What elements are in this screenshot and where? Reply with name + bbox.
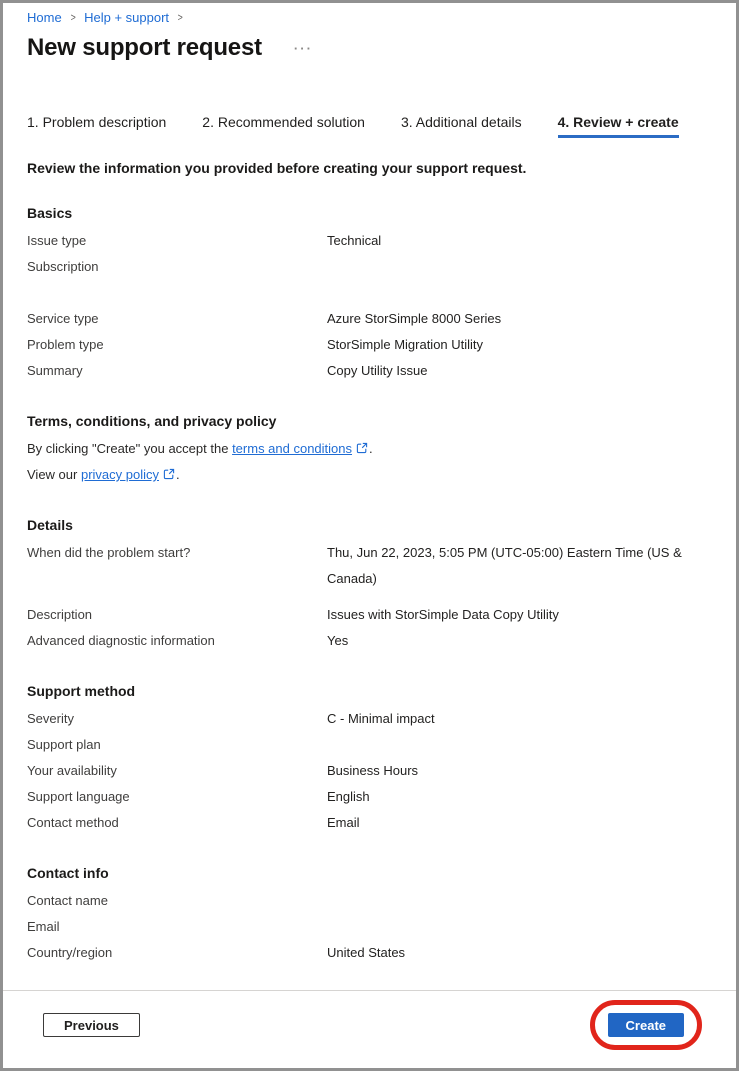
field-row-your-availability <box>27 758 712 784</box>
field-row-subscription <box>27 254 712 280</box>
field-value: Thu, Jun 22, 2023, 5:05 PM (UTC-05:00) Eastern Time (US & Canada) <box>327 545 682 586</box>
footer-bar <box>3 990 736 1068</box>
field-label: Contact method <box>27 815 119 830</box>
section-title-details: Details <box>27 517 73 533</box>
breadcrumb-link-home[interactable]: Home <box>27 10 62 25</box>
field-value: Technical <box>327 233 382 248</box>
field-label: Support language <box>27 789 130 804</box>
terms-paragraph: By clicking "Create" you accept the terms and conditions . <box>27 441 373 456</box>
wizard-tabs <box>27 114 712 138</box>
external-link-icon <box>163 468 175 480</box>
review-instruction: Review the information you provided before creating your support request. <box>27 160 527 176</box>
field-row-severity <box>27 706 712 732</box>
field-row-contact-name <box>27 888 712 914</box>
field-row-contact-method <box>27 810 712 836</box>
field-value: Copy Utility Issue <box>327 363 428 378</box>
field-value: StorSimple Migration Utility <box>327 337 484 352</box>
field-label: Support plan <box>27 737 101 752</box>
field-label: Your availability <box>27 763 117 778</box>
review-sections <box>27 205 712 966</box>
page-title: New support request <box>27 34 262 61</box>
field-label: Description <box>27 607 93 622</box>
field-value: C - Minimal impact <box>327 711 435 726</box>
tab-3-additional-details[interactable]: 3. Additional details <box>400 114 522 130</box>
field-row-email <box>27 914 712 940</box>
field-label: Email <box>27 919 60 934</box>
breadcrumb-chevron-icon: > <box>70 11 76 24</box>
field-label: Service type <box>27 311 99 326</box>
previous-button[interactable]: Previous <box>43 1013 140 1037</box>
breadcrumb-chevron-icon: > <box>177 11 183 24</box>
field-label: Problem type <box>27 337 104 352</box>
tab-2-recommended-solution[interactable]: 2. Recommended solution <box>202 114 365 130</box>
terms-and-conditions-link[interactable]: terms and conditions <box>232 441 353 456</box>
field-row-country-region <box>27 940 712 966</box>
field-value: United States <box>327 945 406 960</box>
field-row-summary <box>27 358 712 384</box>
field-value: Business Hours <box>327 763 419 778</box>
field-row-description <box>27 602 712 628</box>
field-label: Advanced diagnostic information <box>27 633 215 648</box>
page-content <box>3 3 736 990</box>
field-label: Country/region <box>27 945 113 960</box>
section-title-contact-info: Contact info <box>27 865 109 881</box>
field-value: Issues with StorSimple Data Copy Utility <box>327 607 559 622</box>
field-value: English <box>327 789 370 804</box>
breadcrumb-link-help-support[interactable]: Help + support <box>84 10 170 25</box>
field-label: Subscription <box>27 259 99 274</box>
field-label: Issue type <box>27 233 87 248</box>
field-row-advanced-diagnostic-information <box>27 628 712 654</box>
terms-paragraph: View our privacy policy . <box>27 467 180 482</box>
field-row-support-language <box>27 784 712 810</box>
section-title-basics: Basics <box>27 205 73 221</box>
field-row-support-plan <box>27 732 712 758</box>
breadcrumb <box>27 10 712 25</box>
field-row-problem-type <box>27 332 712 358</box>
privacy-policy-link[interactable]: privacy policy <box>80 467 159 482</box>
tab-4-review-create[interactable]: 4. Review + create <box>558 114 679 138</box>
field-row-issue-type <box>27 228 712 254</box>
field-label: When did the problem start? <box>27 545 191 560</box>
field-value: Azure StorSimple 8000 Series <box>327 311 502 326</box>
create-button-group <box>608 1013 684 1037</box>
external-link-icon <box>356 442 368 454</box>
field-value: Email <box>327 815 360 830</box>
field-label: Severity <box>27 711 74 726</box>
field-row-service-type <box>27 306 712 332</box>
field-row-when-did-the-problem-start <box>27 540 712 592</box>
title-row <box>27 34 712 62</box>
field-label: Summary <box>27 363 83 378</box>
section-title-terms-conditions-and-privacy-policy: Terms, conditions, and privacy policy <box>27 413 277 429</box>
field-value: Yes <box>327 633 349 648</box>
section-title-support-method: Support method <box>27 683 136 699</box>
more-icon[interactable]: ··· <box>293 40 313 56</box>
field-label: Contact name <box>27 893 108 908</box>
tab-1-problem-description[interactable]: 1. Problem description <box>27 114 167 130</box>
create-button[interactable]: Create <box>608 1013 684 1037</box>
